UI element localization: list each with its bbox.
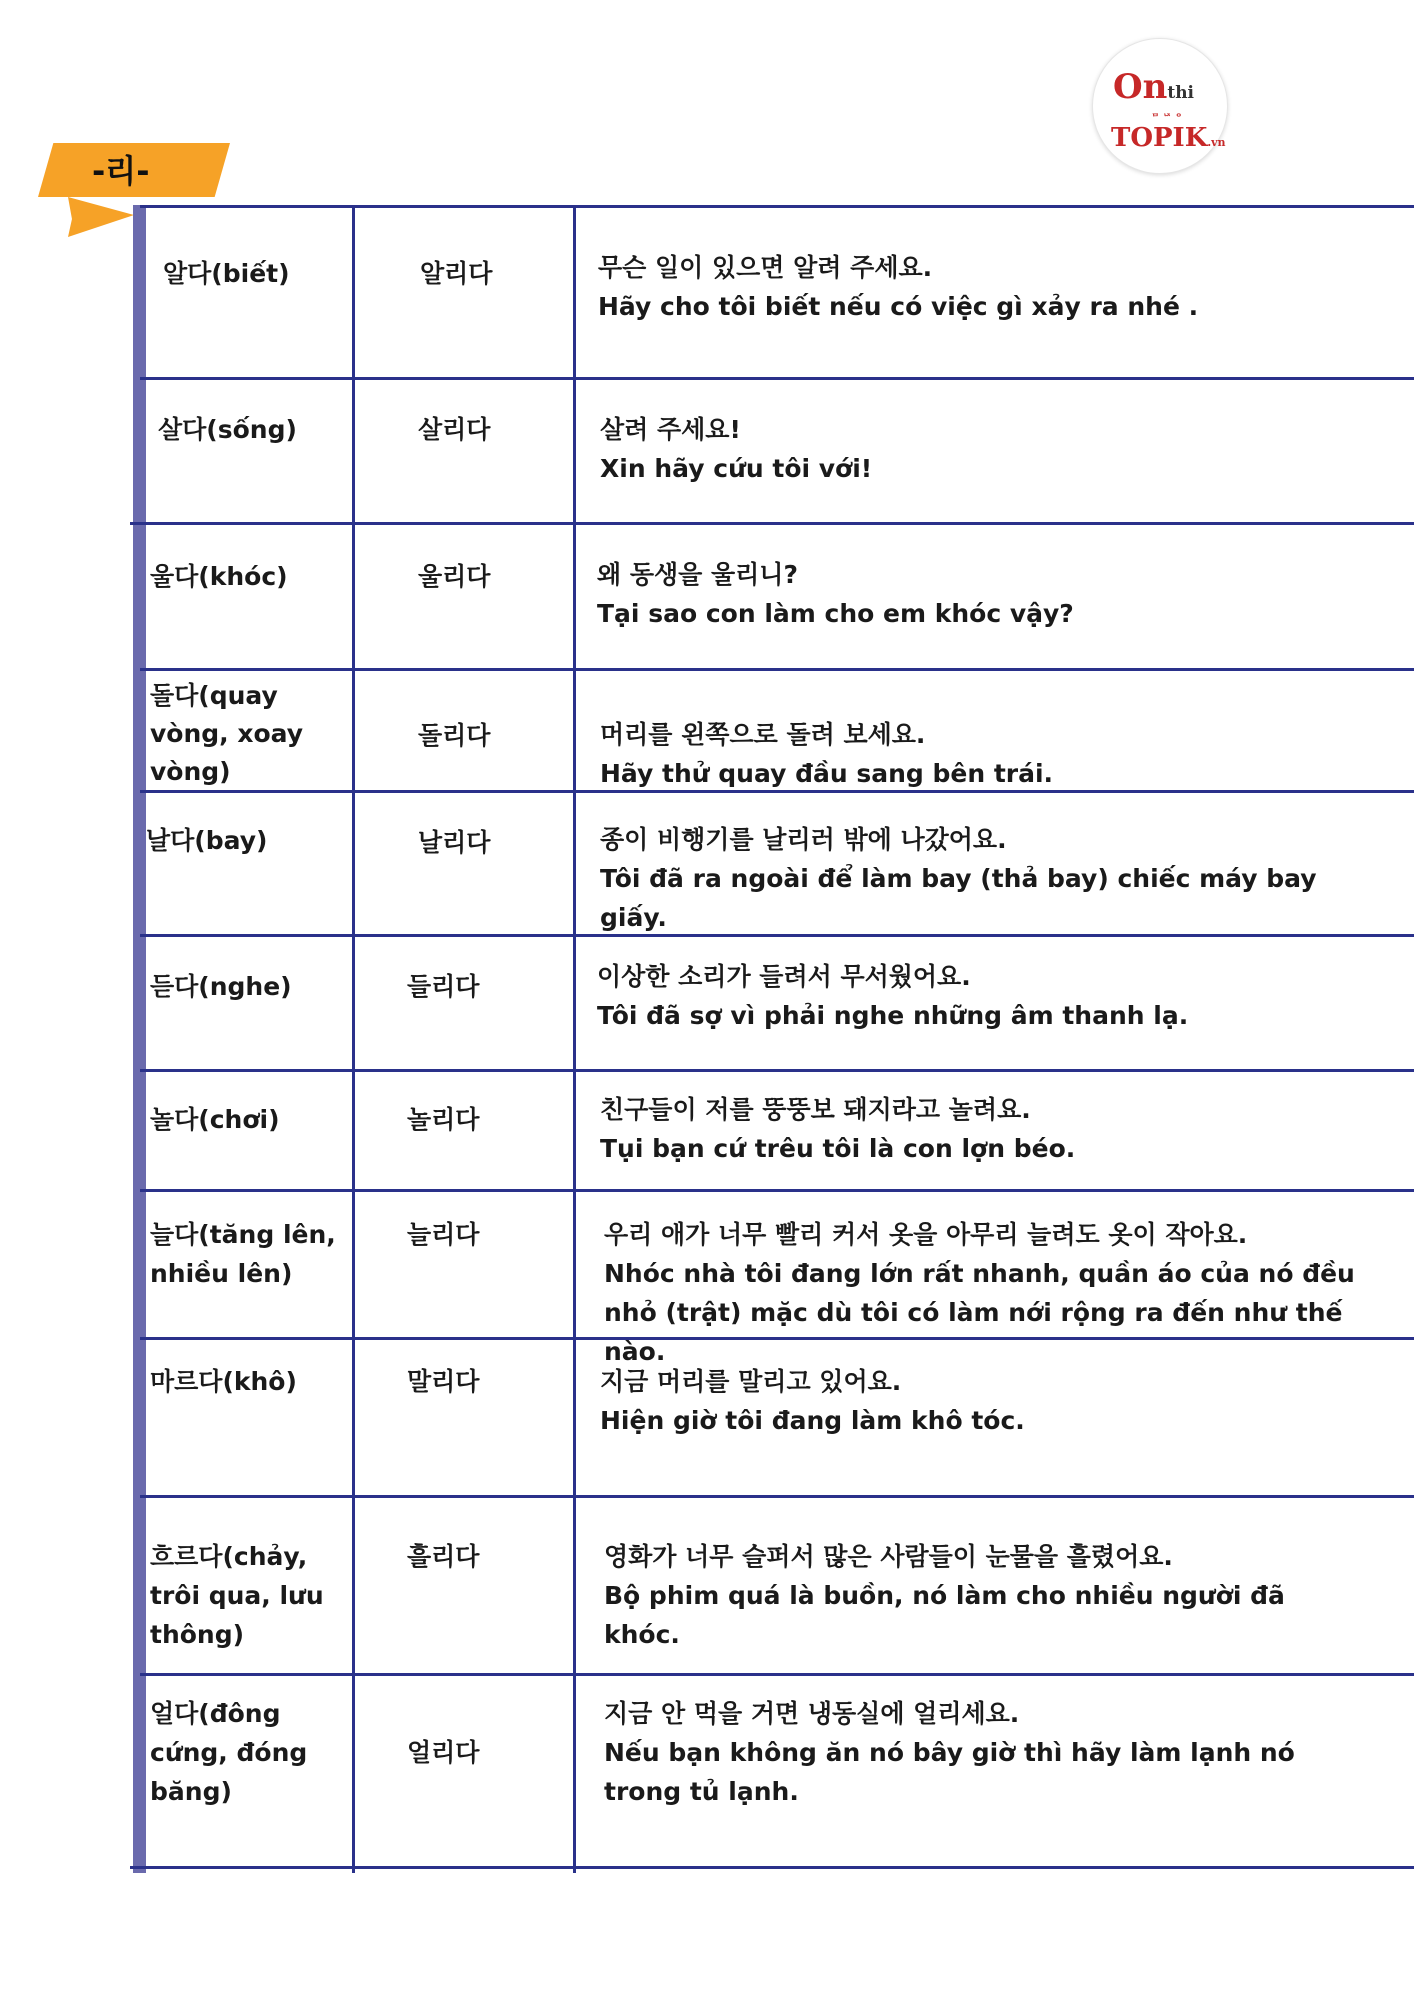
example-vietnamese: Hãy thử quay đầu sang bên trái.: [600, 759, 1054, 788]
logo-bottom-word: TOPIK: [1111, 123, 1208, 153]
example-korean: 영화가 너무 슬퍼서 많은 사람들이 눈물을 흘렸어요.: [604, 1542, 1173, 1571]
row-divider: [130, 522, 1414, 525]
base-verb: 마르다(khô): [150, 1367, 297, 1396]
example-korean: 살려 주세요!: [600, 415, 741, 444]
causative-verb: 얼리다: [407, 1738, 480, 1767]
base-verb: 늘다(tăng lên, nhiều lên): [150, 1220, 336, 1288]
example-vietnamese: Nhóc nhà tôi đang lớn rất nhanh, quần áo của nó đều nhỏ (trật) mặc dù tôi có làm nới rộng ra đến như thế nào.: [604, 1259, 1355, 1366]
causative-verb: 말리다: [407, 1367, 480, 1396]
row-divider: [140, 1673, 1414, 1676]
base-verb: 날다(bay): [146, 826, 268, 855]
base-verb: 울다(khóc): [150, 562, 288, 591]
causative-verb: 흘리다: [407, 1542, 480, 1571]
example-korean: 지금 머리를 말리고 있어요.: [600, 1367, 902, 1396]
causative-verb: 들리다: [407, 972, 480, 1001]
row-divider: [140, 377, 1414, 380]
example-vietnamese: Tụi bạn cứ trêu tôi là con lợn béo.: [600, 1134, 1076, 1163]
row-divider: [140, 205, 1414, 208]
example-vietnamese: Nếu bạn không ăn nó bây giờ thì hãy làm lạnh nó trong tủ lạnh.: [604, 1738, 1295, 1806]
logo-top-small: thi: [1167, 83, 1195, 103]
example-korean: 종이 비행기를 날리러 밖에 나갔어요.: [600, 825, 1007, 854]
section-tag-label: -리-: [92, 152, 150, 190]
example-vietnamese: Hãy cho tôi biết nếu có việc gì xảy ra nhé .: [598, 292, 1199, 321]
base-verb: 듣다(nghe): [150, 972, 292, 1001]
base-verb: 돌다(quay vòng, xoay vòng): [150, 681, 304, 786]
example-korean: 무슨 일이 있으면 알려 주세요.: [598, 253, 933, 282]
base-verb: 놀다(chơi): [150, 1105, 280, 1134]
example-korean: 왜 동생을 울리니?: [597, 560, 798, 589]
row-divider: [140, 1495, 1414, 1498]
example-korean: 지금 안 먹을 거면 냉동실에 얼리세요.: [604, 1699, 1020, 1728]
example-korean: 이상한 소리가 들려서 무서웠어요.: [597, 962, 971, 991]
row-divider: [140, 1189, 1414, 1192]
base-verb: 흐르다(chảy, trôi qua, lưu thông): [150, 1542, 324, 1649]
logo-top-word: On: [1113, 67, 1168, 107]
causative-verb: 날리다: [418, 828, 491, 857]
base-verb: 얼다(đông cứng, đóng băng): [150, 1699, 308, 1806]
column-divider: [573, 205, 576, 1873]
causative-verb: 울리다: [418, 562, 491, 591]
base-verb: 알다(biết): [163, 259, 290, 288]
example-korean: 우리 애가 너무 빨리 커서 옷을 아무리 늘려도 옷이 작아요.: [604, 1220, 1248, 1249]
causative-verb: 살리다: [418, 415, 491, 444]
base-verb: 살다(sống): [158, 415, 297, 444]
row-divider: [140, 668, 1414, 671]
example-vietnamese: Hiện giờ tôi đang làm khô tóc.: [600, 1406, 1025, 1435]
causative-verb: 늘리다: [407, 1220, 480, 1249]
logo-bottom-small: .vn: [1207, 136, 1226, 149]
example-vietnamese: Tại sao con làm cho em khóc vậy?: [597, 599, 1074, 628]
row-divider: [140, 1069, 1414, 1072]
example-korean: 친구들이 저를 뚱뚱보 돼지라고 놀려요.: [600, 1095, 1031, 1124]
row-divider: [130, 1866, 1414, 1869]
column-divider: [352, 205, 355, 1873]
causative-verb: 알리다: [420, 259, 493, 288]
example-korean: 머리를 왼쪽으로 돌려 보세요.: [600, 720, 926, 749]
example-vietnamese: Tôi đã sợ vì phải nghe những âm thanh lạ.: [597, 1001, 1189, 1030]
example-vietnamese: Bộ phim quá là buồn, nó làm cho nhiều người đã khóc.: [604, 1581, 1285, 1649]
example-vietnamese: Xin hãy cứu tôi với!: [600, 454, 873, 483]
causative-verb: 놀리다: [407, 1105, 480, 1134]
example-vietnamese: Tôi đã ra ngoài để làm bay (thả bay) chiếc máy bay giấy.: [600, 864, 1317, 932]
causative-verb: 돌리다: [418, 721, 491, 750]
logo-dots: ᄆᄂᄌᄋ: [1151, 114, 1187, 124]
